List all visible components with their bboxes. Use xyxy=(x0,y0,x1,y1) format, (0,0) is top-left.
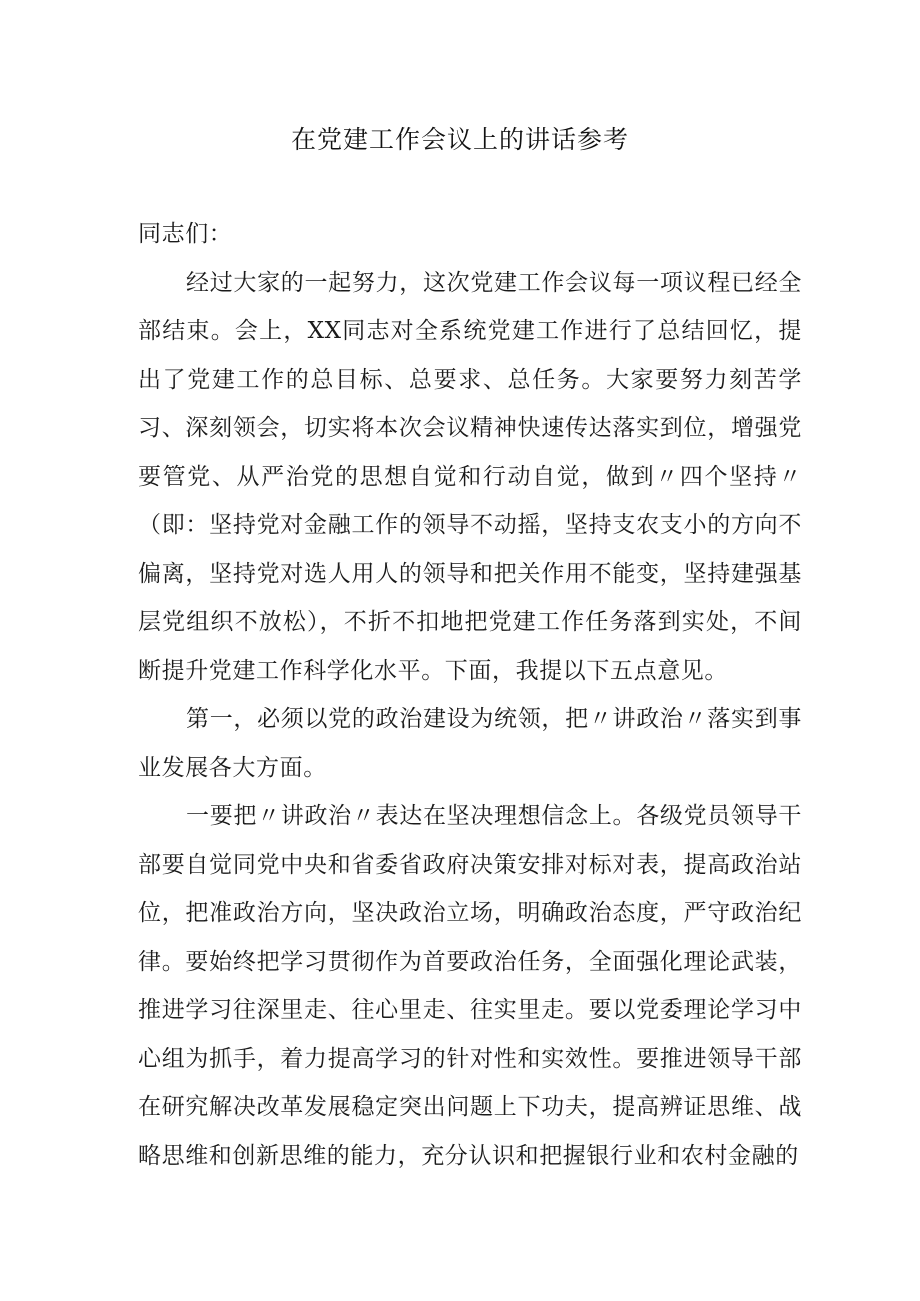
paragraph-point-one: 第一，必须以党的政治建设为统领，把〃讲政治〃落实到事业发展各大方面。 xyxy=(138,706,802,781)
salutation: 同志们： xyxy=(138,221,233,247)
document-title: 在党建工作会议上的讲话参考 xyxy=(290,125,629,154)
paragraph-point-one-detail: 一要把〃讲政治〃表达在坚决理想信念上。各级党员领导干部要自觉同党中央和省委省政府决策安排对标对表，提高政治站位，把准政治方向，坚决政治立场，明确政治态度，严守政治纪律。要始终把学习贯彻作为首要政治任务，全面强化理论武装，推进学习往深里走、往心里走、往实里走。要以党委理论学习中心组为抓手，着力提高学习的针对性和实效性。要推进领导干部在研究解决改革发展稳定突出问题上下功夫，提高辨证思维、战略思维和创新思维的能力，充分认识和把握银行业和农村金融的 xyxy=(138,803,802,1169)
paragraph-opening: 经过大家的一起努力，这次党建工作会议每一项议程已经全部结束。会上，XX同志对全系统党建工作进行了总结回忆，提出了党建工作的总目标、总要求、总任务。大家要努力刻苦学习、深刻领会，切实将本次会议精神快速传达落实到位，增强党要管党、从严治党的思想自觉和行动自觉，做到〃四个坚持〃（即：坚持党对金融工作的领导不动摇，坚持支农支小的方向不偏离，坚持党对选人用人的领导和把关作用不能变，坚持建强基层党组织不放松），不折不扣地把党建工作任务落到实处，不间断提升党建工作科学化水平。下面，我提以下五点意见。 xyxy=(138,269,802,684)
document-body xyxy=(138,210,802,1180)
